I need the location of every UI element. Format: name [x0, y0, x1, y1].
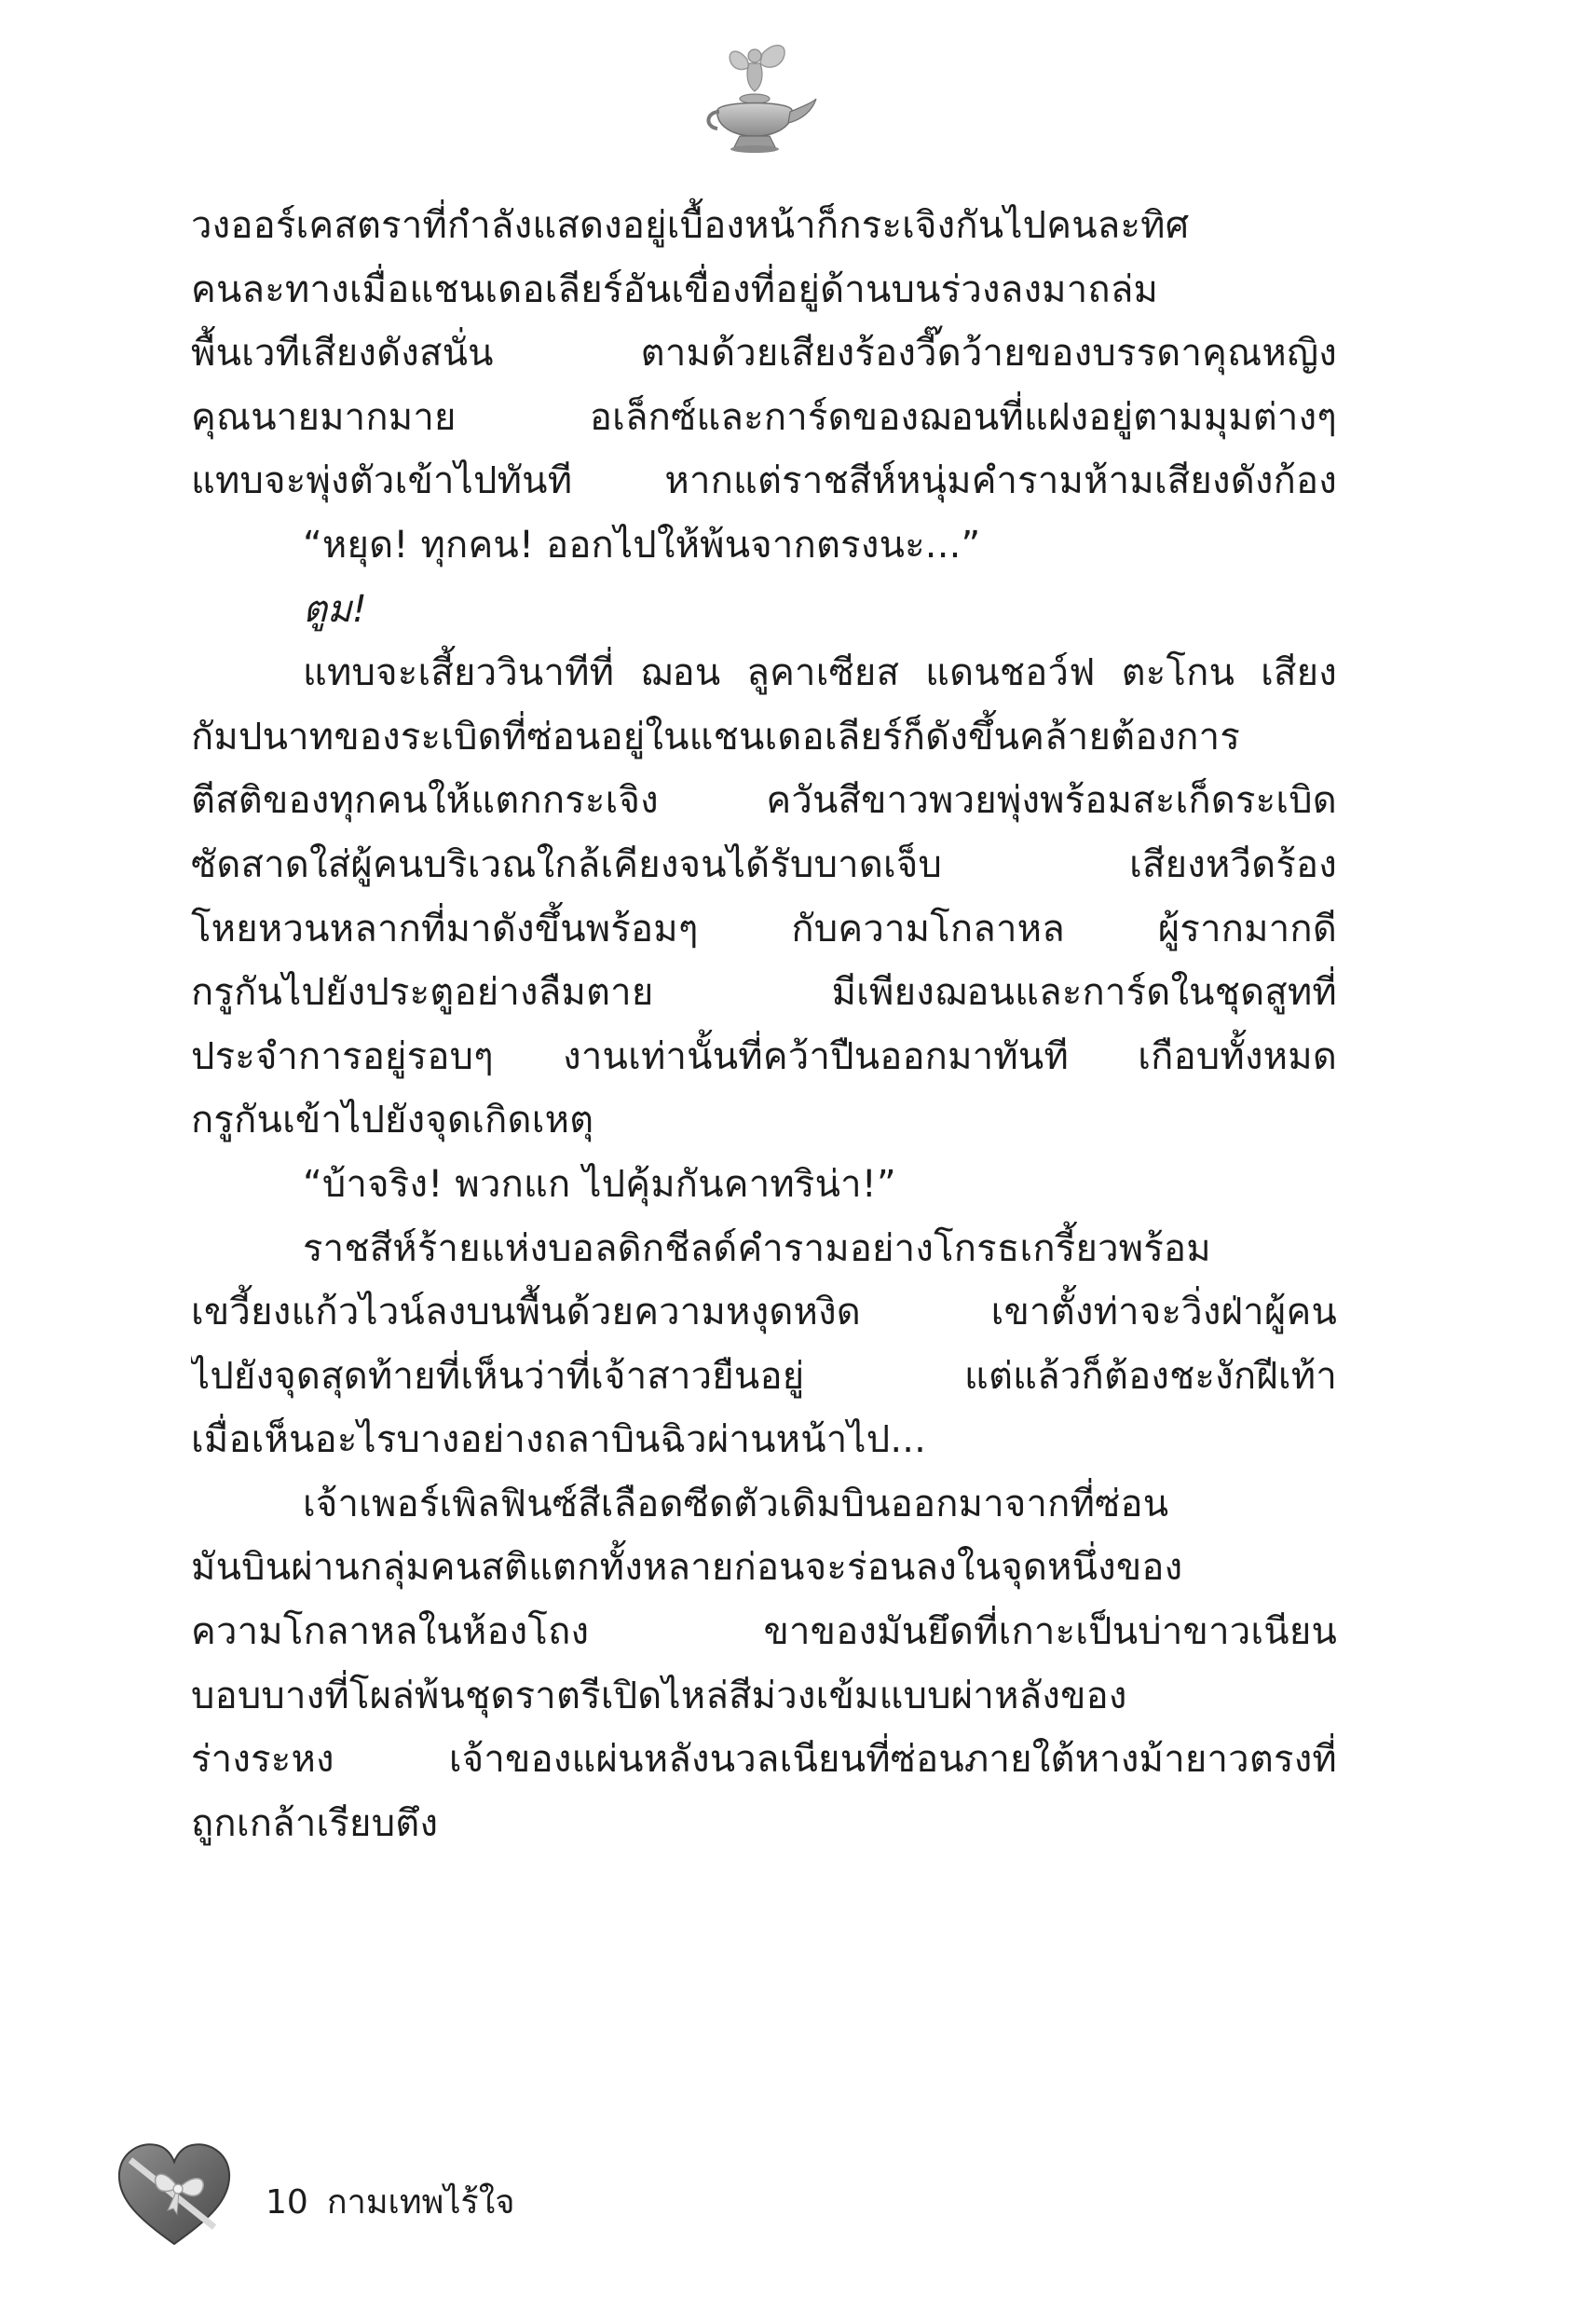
text-line: คนละทางเมื่อแชนเดอเลียร์อันเขื่องที่อยู่ด้านบนร่วงลงมาถล่ม [191, 267, 1159, 311]
text-line: แทบจะเสี้ยววินาทีที่ ฌอน ลูคาเซียส แดนชอว์ฟ ตะโกน เสียง [303, 651, 1337, 695]
text-line: กัมปนาทของระเบิดที่ซ่อนอยู่ในแชนเดอเลียร์ก็ดังขึ้นคล้ายต้องการ [191, 715, 1241, 759]
book-title: กามเทพไร้ใจ [326, 2183, 515, 2222]
dialogue-line: “บ้าจริง! พวกแก ไปคุ้มกันคาทริน่า!” [303, 1162, 896, 1206]
text-line: กรูกันเข้าไปยังจุดเกิดเหตุ [191, 1099, 594, 1142]
text-line: ถูกเกล้าเรียบตึง [191, 1801, 439, 1845]
text-line: กรูกันไปยังประตูอย่างลืมตาย มีเพียงฌอนและการ์ดในชุดสูทที่ [191, 971, 1337, 1015]
text-line: ตีสติของทุกคนให้แตกกระเจิง ควันสีขาวพวยพุ่งพร้อมสะเก็ดระเบิด [191, 779, 1337, 823]
text-line: คุณนายมากมาย อเล็กซ์และการ์ดของฌอนที่แฝงอยู่ตามมุมต่างๆ [191, 395, 1337, 439]
text-line: ซัดสาดใส่ผู้คนบริเวณใกล้เคียงจนได้รับบาดเจ็บ เสียงหวีดร้อง [191, 842, 1337, 886]
text-line: เขวี้ยงแก้วไวน์ลงบนพื้นด้วยความหงุดหงิด เขาตั้งท่าจะวิ่งฝ่าผู้คน [191, 1291, 1337, 1334]
footer-text [266, 2175, 514, 2228]
text-line: บอบบางที่โผล่พ้นชุดราตรีเปิดไหล่สีม่วงเข้มแบบผ่าหลังของ [191, 1674, 1127, 1717]
text-line: วงออร์เคสตราที่กำลังแสดงอยู่เบื้องหน้าก็กระเจิงกันไปคนละทิศ [191, 204, 1190, 247]
body-text [191, 194, 1337, 1855]
cupid-on-magic-lamp-icon [689, 34, 820, 164]
text-line: แทบจะพุ่งตัวเข้าไปทันที หากแต่ราชสีห์หนุ่มคำรามห้ามเสียงดังก้อง [191, 459, 1337, 503]
text-line: ร่างระหง เจ้าของแผ่นหลังนวลเนียนที่ซ่อนภายใต้หางม้ายาวตรงที่ [191, 1738, 1337, 1782]
text-line: มันบินผ่านกลุ่มคนสติแตกทั้งหลายก่อนจะร่อนลงในจุดหนึ่งของ [191, 1546, 1183, 1590]
sound-effect-line: ตูม! [303, 587, 367, 631]
heart-gift-bow-icon [112, 2134, 238, 2250]
text-line: ความโกลาหลในห้องโถง ขาของมันยึดที่เกาะเป็นบ่าขาวเนียน [191, 1610, 1337, 1654]
page-footer [112, 2134, 764, 2255]
text-line: ไปยังจุดสุดท้ายที่เห็นว่าที่เจ้าสาวยืนอยู่ แต่แล้วก็ต้องชะงักฝีเท้า [191, 1354, 1337, 1398]
text-line: ประจำการอยู่รอบๆ งานเท่านั้นที่คว้าปืนออกมาทันที เกือบทั้งหมด [191, 1034, 1337, 1078]
text-line: เจ้าเพอร์เพิลฟินซ์สีเลือดซีดตัวเดิมบินออกมาจากที่ซ่อน [303, 1482, 1169, 1525]
dialogue-line: “หยุด! ทุกคน! ออกไปให้พ้นจากตรงนะ...” [303, 523, 981, 567]
text-line: พื้นเวทีเสียงดังสนั่น ตามด้วยเสียงร้องวี๊ดว้ายของบรรดาคุณหญิง [191, 332, 1337, 376]
page-number: 10 [266, 2183, 308, 2222]
text-line: เมื่อเห็นอะไรบางอย่างถลาบินฉิวผ่านหน้าไป... [191, 1418, 927, 1462]
text-line: ราชสีห์ร้ายแห่งบอลดิกชีลด์คำรามอย่างโกรธเกรี้ยวพร้อม [303, 1226, 1211, 1270]
text-line: โหยหวนหลากที่มาดังขึ้นพร้อมๆ กับความโกลาหล ผู้รากมากดี [191, 907, 1337, 950]
